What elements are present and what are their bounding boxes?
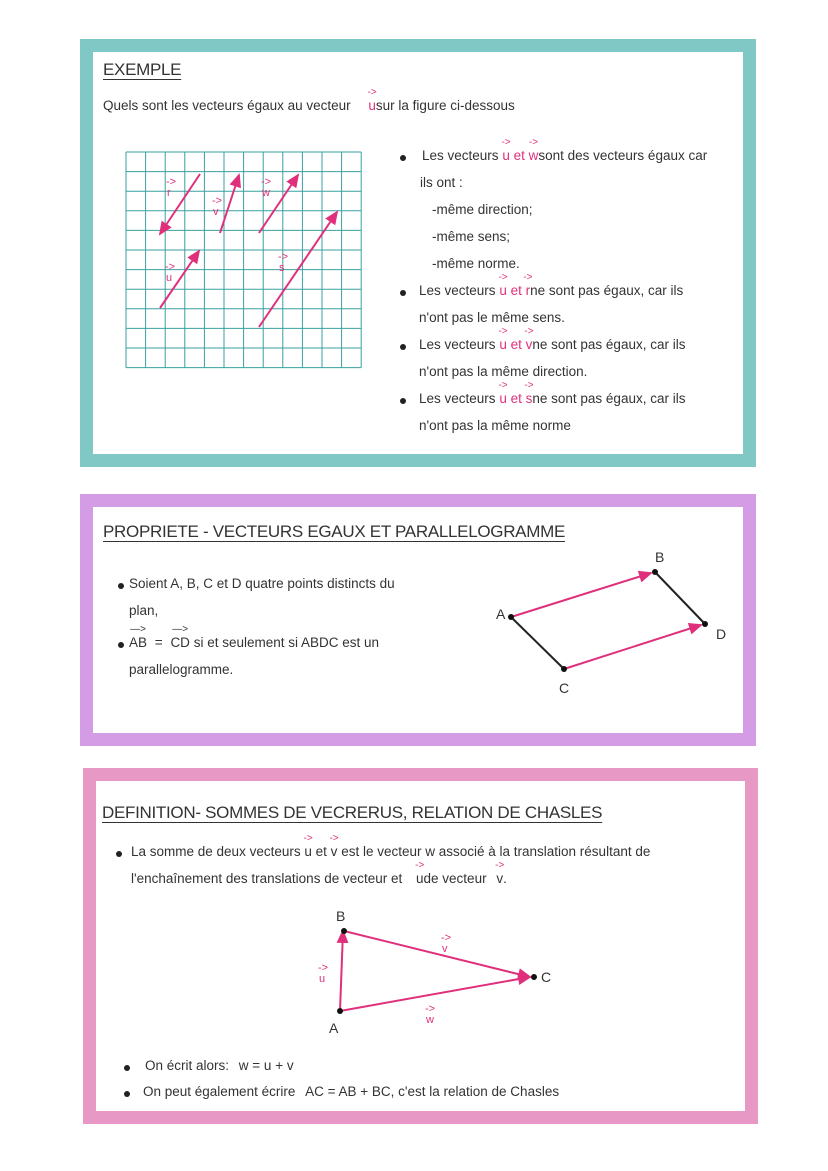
bullet [400,398,406,404]
criterion-norme: -même norme. [432,256,520,271]
bullet-uw-line1: Les vecteurs -> u et -> wsont des vecteurs égaux car [422,137,708,163]
point-C: C [559,680,570,696]
definition-title: DEFINITION- SOMMES DE VECRERUS, RELATION DE CHASLES [102,803,603,822]
label-r: r [167,187,171,199]
point-A: A [496,606,506,622]
chasles-line2: On peut également écrire AC = AB + BC, c'est la relation de Chasles [143,1084,560,1099]
property-card [80,494,756,746]
point-A: A [329,1020,339,1036]
vector-CD [564,625,701,669]
definition-line2: l'enchaînement des translations de vecteur et -> ude vecteur -> v. [131,860,507,886]
property-line3: —> AB = —> CD si et seulement si ABDC est un [129,624,380,650]
svg-text:->: -> [261,176,272,188]
vector-AB-u [340,931,343,1011]
bullet [116,851,122,857]
example-question: Quels sont les vecteurs égaux au vecteur -> usur la figure ci-dessous [103,87,515,113]
chasles-line1: On écrit alors: w = u + v [145,1058,294,1073]
svg-text:->: -> [212,195,223,207]
definition-card [83,768,758,1124]
label-w: w [262,187,270,199]
parallelogram-figure [483,549,727,707]
bullet [400,290,406,296]
point-C: C [541,969,552,985]
label-v: v [442,943,448,955]
bullet-uv-line2: n'ont pas la même direction. [419,364,588,379]
property-line4: parallelogramme. [129,662,234,677]
point-B: B [655,549,665,565]
vector-BC-v [344,931,530,977]
triangle-figure [301,901,561,1041]
bullet-ur-line2: n'ont pas le même sens. [419,310,565,325]
bullet-us-line1: Les vecteurs -> u et -> sne sont pas égaux, car ils [419,380,686,406]
label-s: s [279,262,285,274]
criterion-direction: -même direction; [432,202,533,217]
bullet [400,344,406,350]
svg-text:->: -> [441,932,452,944]
point-D: D [716,626,727,642]
bullet-ur-line1: Les vecteurs -> u et -> rne sont pas égaux, car ils [419,272,684,298]
property-line1: Soient A, B, C et D quatre points distincts du [129,576,395,591]
svg-text:->: -> [318,962,329,974]
example-card [80,39,756,467]
vector-grid-figure [126,152,386,382]
label-w: w [426,1014,434,1026]
bullet [400,155,406,161]
bullet [118,583,124,589]
bullet-uw-line2: ils ont : [420,175,463,190]
property-line2: plan, [129,603,159,618]
svg-text:->: -> [278,251,289,263]
label-u: u [166,272,173,284]
vector-AB [511,573,651,617]
bullet-us-line2: n'ont pas la même norme [419,418,571,433]
label-v: v [213,206,219,218]
example-title: EXEMPLE [103,60,182,79]
vector-v [220,175,239,233]
label-u: u [319,973,326,985]
point-B: B [336,908,346,924]
bullet [124,1091,130,1097]
bullet [118,642,124,648]
definition-line1: La somme de deux vecteurs -> u et -> v est le vecteur w associé à la translation résultant de [131,833,651,859]
svg-text:->: -> [165,261,176,273]
property-title: PROPRIETE - VECTEURS EGAUX ET PARALLELOGRAMME [103,522,565,541]
svg-text:->: -> [166,176,177,188]
bullet [124,1065,130,1071]
criterion-sens: -même sens; [432,229,511,244]
bullet-uv-line1: Les vecteurs -> u et -> vne sont pas égaux, car ils [419,326,686,352]
svg-text:->: -> [425,1003,436,1015]
